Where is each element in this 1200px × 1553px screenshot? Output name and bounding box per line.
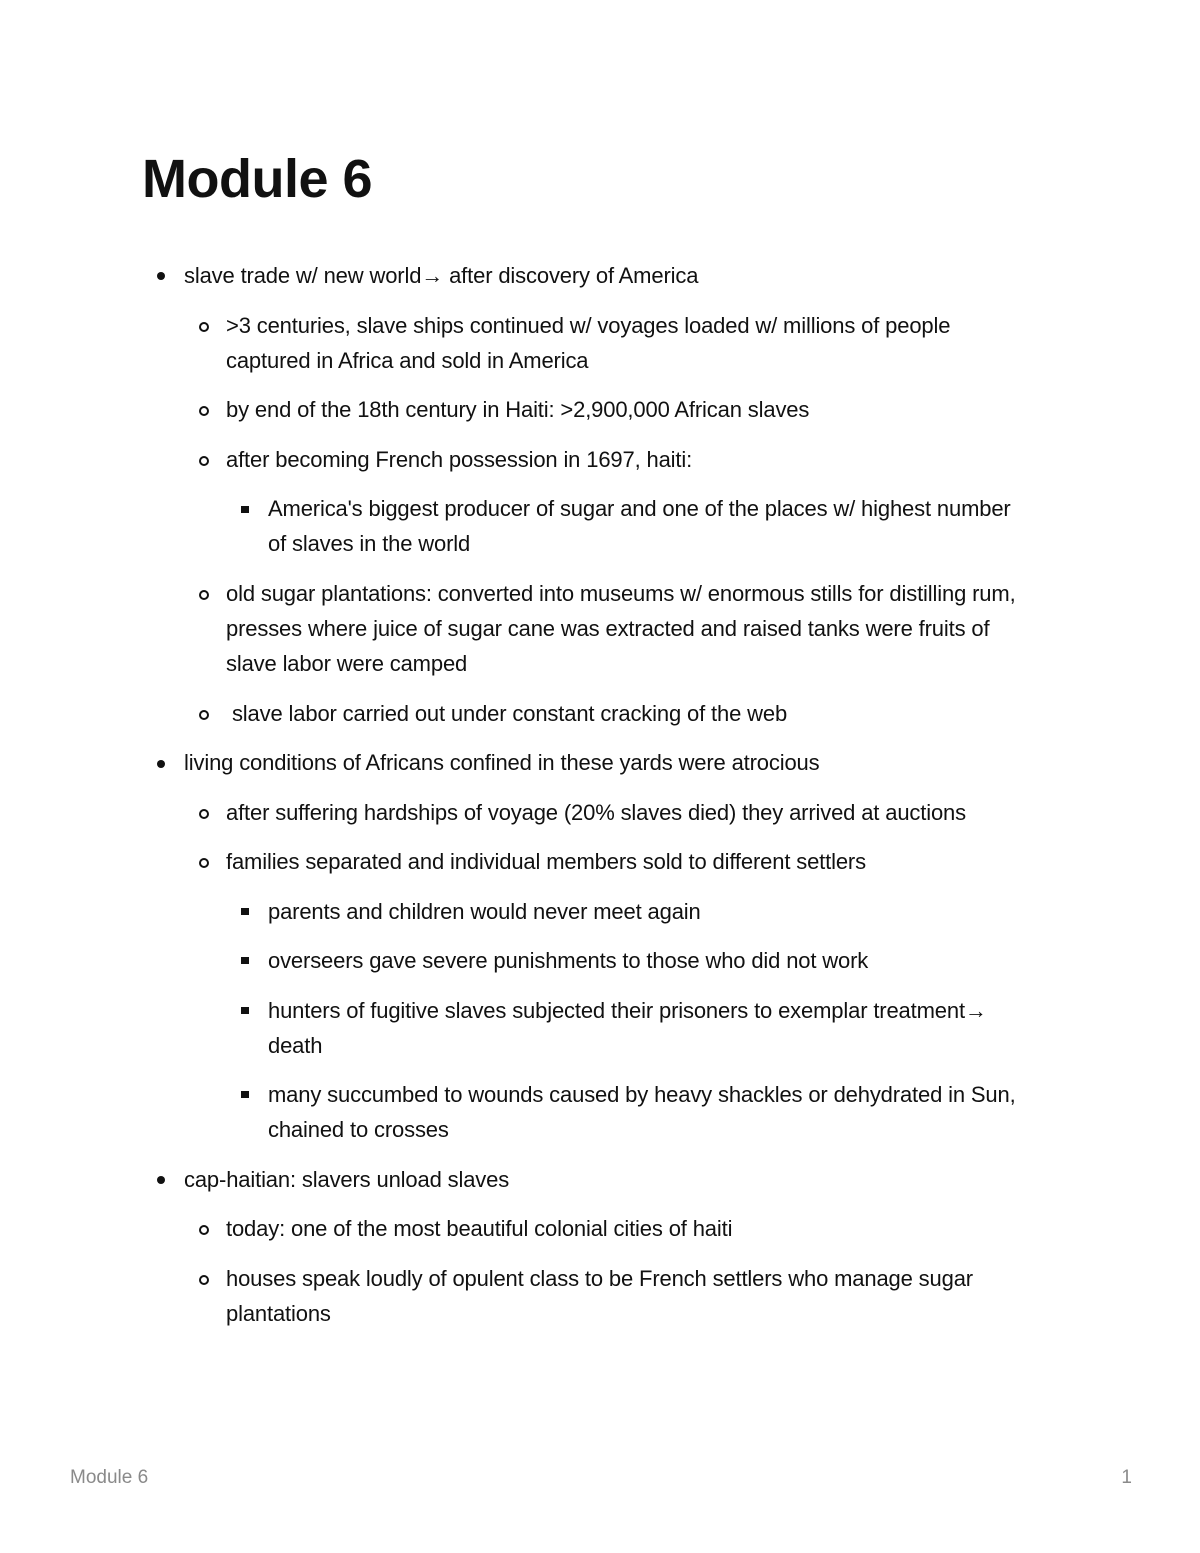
- bullet-square-icon: [241, 1007, 249, 1014]
- list-item: after becoming French possession in 1697, haiti:: [226, 447, 693, 472]
- list-item: >3 centuries, slave ships continued w/ voyages loaded w/ millions of people captured in Africa and sold in America: [226, 313, 951, 373]
- bullet-circle-icon: [199, 1275, 209, 1285]
- bullet-circle-icon: [199, 590, 209, 600]
- list-item: many succumbed to wounds caused by heavy shackles or dehydrated in Sun, chained to crosses: [268, 1082, 1016, 1142]
- bullet-circle-icon: [199, 322, 209, 332]
- bullet-circle-icon: [199, 406, 209, 416]
- bullet-circle-icon: [199, 456, 209, 466]
- page-number: 1: [1121, 1467, 1132, 1488]
- list-item: living conditions of Africans confined in these yards were atrocious: [184, 750, 820, 775]
- list-item: by end of the 18th century in Haiti: >2,900,000 African slaves: [226, 397, 810, 422]
- bullet-circle-icon: [199, 809, 209, 819]
- list-item: families separated and individual members sold to different settlers: [226, 849, 866, 874]
- bullet-dot-icon: [157, 760, 165, 768]
- list-item: old sugar plantations: converted into museums w/ enormous stills for distilling rum, presses where juice of sugar cane was extracted and raised tanks were fruits of slave labor were camped: [226, 581, 1016, 676]
- list-item: cap-haitian: slavers unload slaves: [184, 1167, 510, 1192]
- page-title: Module 6: [142, 149, 373, 209]
- list-item: parents and children would never meet again: [268, 899, 701, 924]
- bullet-square-icon: [241, 908, 249, 915]
- bullet-circle-icon: [199, 858, 209, 868]
- list-item: overseers gave severe punishments to those who did not work: [268, 948, 869, 973]
- bullet-square-icon: [241, 1091, 249, 1098]
- bullet-circle-icon: [199, 1225, 209, 1235]
- list-item: houses speak loudly of opulent class to be French settlers who manage sugar plantations: [226, 1266, 973, 1326]
- footer-title: Module 6: [70, 1467, 149, 1488]
- list-item: after suffering hardships of voyage (20% slaves died) they arrived at auctions: [226, 800, 966, 825]
- bullet-dot-icon: [157, 272, 165, 280]
- bullet-square-icon: [241, 957, 249, 964]
- list-item: slave labor carried out under constant cracking of the web: [226, 701, 788, 726]
- bullet-dot-icon: [157, 1176, 165, 1184]
- list-item: today: one of the most beautiful colonial cities of haiti: [226, 1216, 733, 1241]
- bullet-circle-icon: [199, 710, 209, 720]
- bullet-square-icon: [241, 506, 249, 513]
- list-item: America's biggest producer of sugar and one of the places w/ highest number of slaves in the world: [268, 496, 1011, 556]
- list-item: hunters of fugitive slaves subjected their prisoners to exemplar treatment→ death: [268, 998, 987, 1058]
- list-item: slave trade w/ new world→ after discovery of America: [184, 263, 699, 288]
